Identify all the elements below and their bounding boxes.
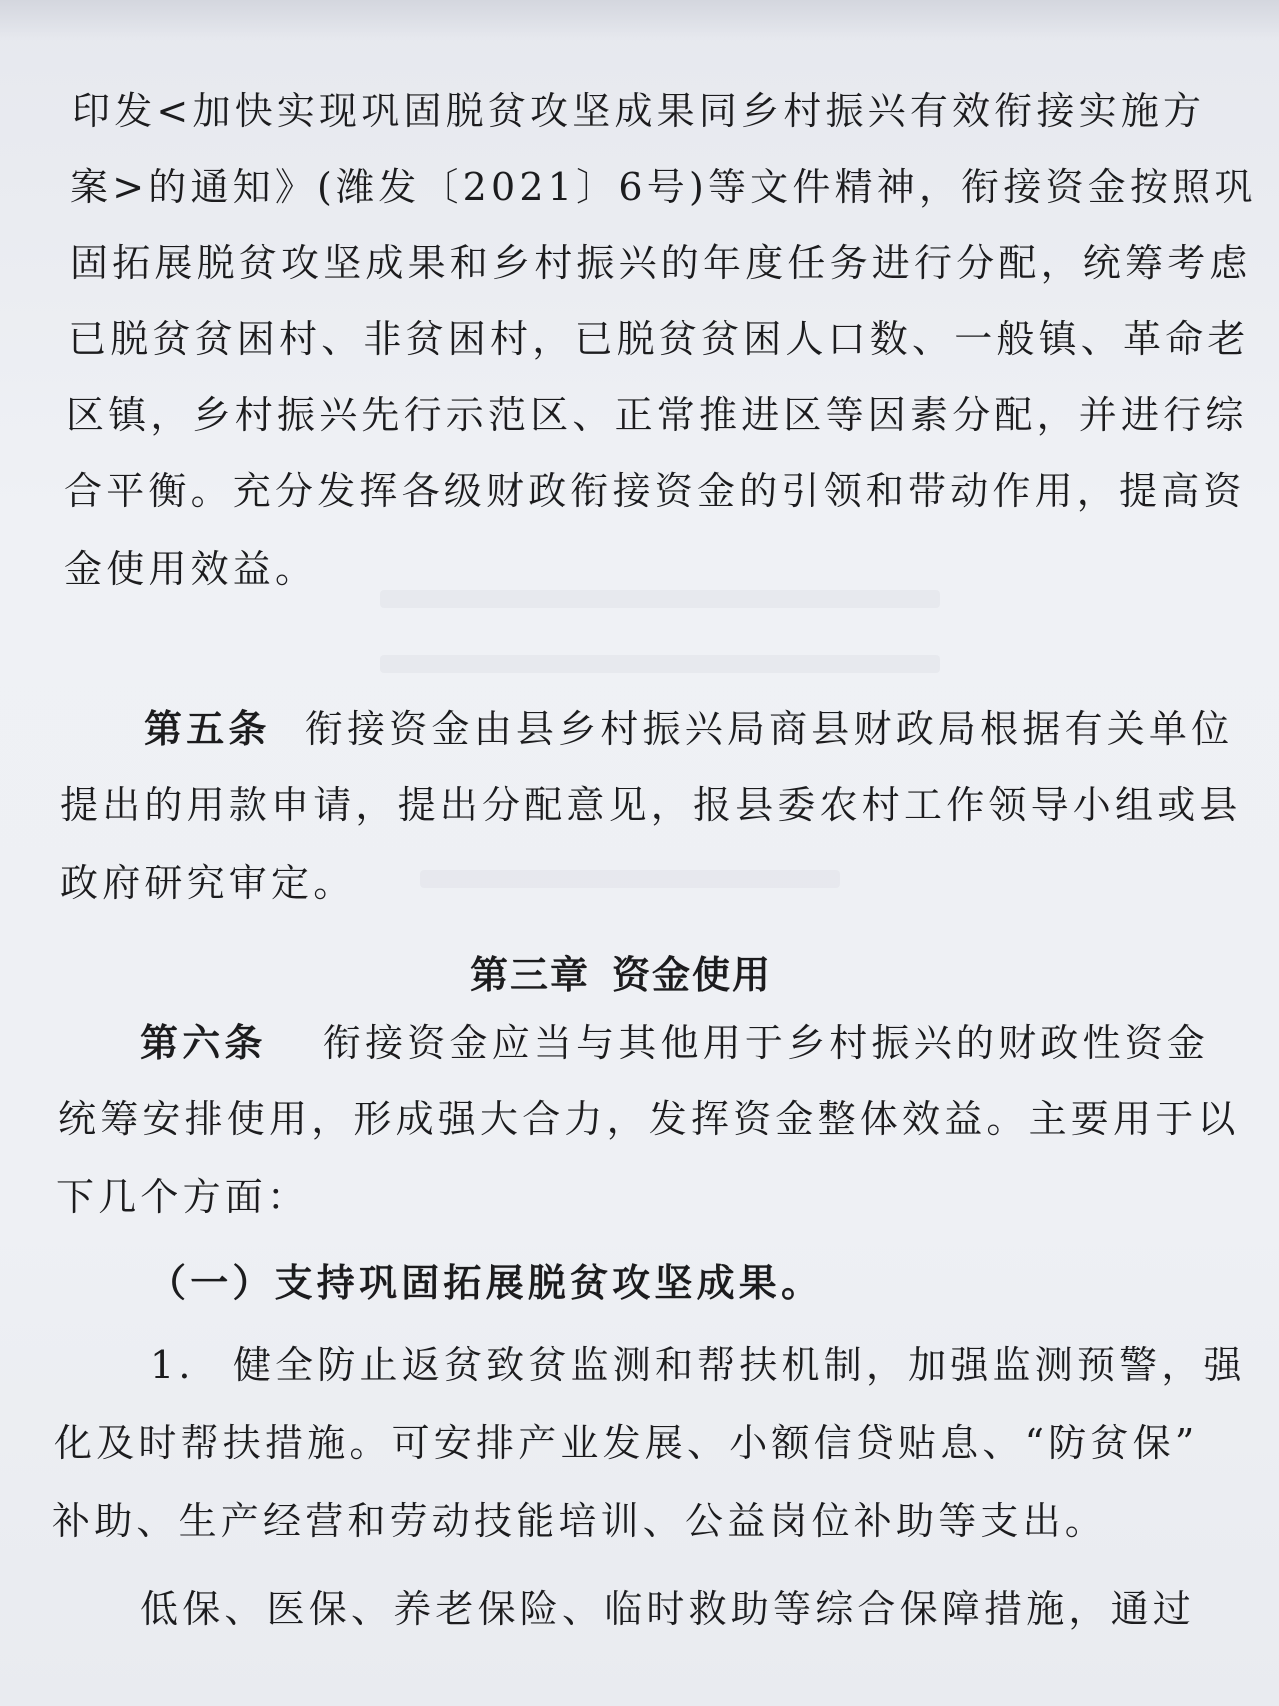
section-heading: （一）支持巩固拓展脱贫攻坚成果。	[148, 1261, 824, 1305]
article-5-text: 衔接资金由县乡村振兴局商县财政局根据有关单位	[304, 707, 1234, 751]
paragraph-line: 合平衡。充分发挥各级财政衔接资金的引领和带动作用，提高资	[64, 469, 1246, 513]
paragraph-line: 区镇，乡村振兴先行示范区、正常推进区等因素分配，并进行综	[66, 393, 1248, 437]
item-1-number: 1.	[150, 1343, 195, 1387]
paragraph-line: 统筹安排使用，形成强大合力，发挥资金整体效益。主要用于以	[58, 1097, 1240, 1141]
chapter-title: 资金使用	[612, 953, 773, 997]
chapter-number: 第三章	[470, 953, 591, 997]
paragraph-line: 低保、医保、养老保险、临时救助等综合保障措施，通过	[140, 1587, 1196, 1631]
item-1-first-line	[150, 1343, 1246, 1387]
paragraph-line: 金使用效益。	[64, 547, 318, 591]
article-5-first-line	[144, 706, 1234, 751]
paragraph-line: 印发<加快实现巩固脱贫攻坚成果同乡村振兴有效衔接实施方	[72, 89, 1206, 133]
paragraph-line: 下几个方面：	[56, 1175, 310, 1219]
paragraph-line: 化及时帮扶措施。可安排产业发展、小额信贷贴息、“防贫保”	[54, 1421, 1199, 1465]
article-5-label: 第五条	[144, 706, 271, 751]
page-top-shadow	[0, 0, 1279, 40]
chapter-heading	[470, 944, 772, 999]
paragraph-line: 补助、生产经营和劳动技能培训、公益岗位补助等支出。	[52, 1499, 1108, 1543]
paragraph-line: 已脱贫贫困村、非贫困村，已脱贫贫困人口数、一般镇、革命老	[68, 317, 1250, 361]
bleed-through	[380, 655, 940, 673]
bleed-through	[380, 590, 940, 608]
article-6-first-line	[140, 1020, 1210, 1065]
paragraph-line: 提出的用款申请，提出分配意见，报县委农村工作领导小组或县	[60, 783, 1242, 827]
paragraph-line: 固拓展脱贫攻坚成果和乡村振兴的年度任务进行分配，统筹考虑	[70, 241, 1252, 285]
paragraph-line: 政府研究审定。	[60, 861, 356, 905]
bleed-through	[420, 870, 840, 888]
paragraph-line: 案>的通知》(潍发〔2021〕6号)等文件精神，衔接资金按照巩	[70, 165, 1257, 209]
article-6-label: 第六条	[140, 1020, 267, 1065]
item-1-text: 健全防止返贫致贫监测和帮扶机制，加强监测预警，强	[232, 1343, 1246, 1387]
article-6-text: 衔接资金应当与其他用于乡村振兴的财政性资金	[322, 1021, 1210, 1065]
